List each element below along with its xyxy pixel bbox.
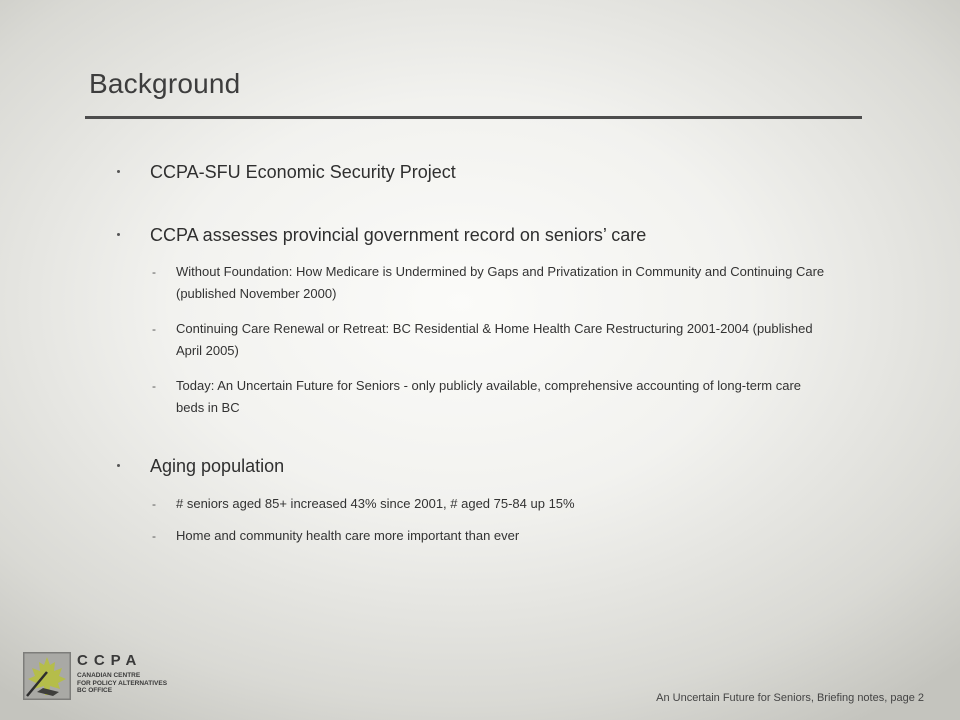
sub-bullet-text: # seniors aged 85+ increased 43% since 2001, # aged 75-84 up 15% bbox=[176, 496, 575, 511]
sub-bullet-dash: - bbox=[152, 322, 156, 336]
ccpa-logo bbox=[23, 652, 168, 704]
sub-bullet-dash: - bbox=[152, 529, 156, 543]
sub-bullet-item bbox=[152, 375, 826, 419]
maple-leaf-icon bbox=[23, 652, 71, 700]
sub-bullet-item bbox=[152, 318, 826, 362]
bullet-text: CCPA assesses provincial government record on seniors’ care bbox=[150, 225, 647, 245]
logo-subtitle bbox=[77, 672, 172, 695]
logo-wordmark: CCPA bbox=[77, 652, 143, 669]
slide-title: Background bbox=[89, 68, 241, 99]
sub-bullet-item bbox=[152, 493, 826, 515]
bullet-item bbox=[150, 225, 646, 246]
sub-bullet-item bbox=[152, 525, 826, 547]
bullet-dot bbox=[117, 464, 120, 467]
sub-bullet-text: Continuing Care Renewal or Retreat: BC Residential & Home Health Care Restructuring 2001-2004 (published April 2005) bbox=[176, 321, 813, 358]
logo-line: BC OFFICE bbox=[77, 687, 113, 694]
bullet-dot bbox=[117, 233, 120, 236]
logo-line: FOR POLICY ALTERNATIVES bbox=[77, 679, 168, 687]
sub-bullet-text: Without Foundation: How Medicare is Undermined by Gaps and Privatization in Community and Continuing Care (published November 2000) bbox=[176, 264, 825, 301]
slide-footer: An Uncertain Future for Seniors, Briefing notes, page 2 bbox=[656, 692, 924, 704]
sub-bullet-dash: - bbox=[152, 497, 156, 511]
sub-bullet-item bbox=[152, 261, 826, 305]
sub-bullet-dash: - bbox=[152, 379, 156, 393]
sub-bullet-text: Today: An Uncertain Future for Seniors - only publicly available, comprehensive accounting of long-term care beds in BC bbox=[176, 378, 802, 415]
bullet-item bbox=[150, 162, 456, 183]
sub-bullet-dash: - bbox=[152, 265, 156, 279]
sub-bullet-text: Home and community health care more important than ever bbox=[176, 528, 520, 543]
logo-line: CANADIAN CENTRE bbox=[77, 672, 141, 679]
bullet-text: CCPA-SFU Economic Security Project bbox=[150, 162, 456, 182]
bullet-item bbox=[150, 456, 284, 477]
bullet-dot bbox=[117, 170, 120, 173]
bullet-text: Aging population bbox=[150, 456, 285, 476]
